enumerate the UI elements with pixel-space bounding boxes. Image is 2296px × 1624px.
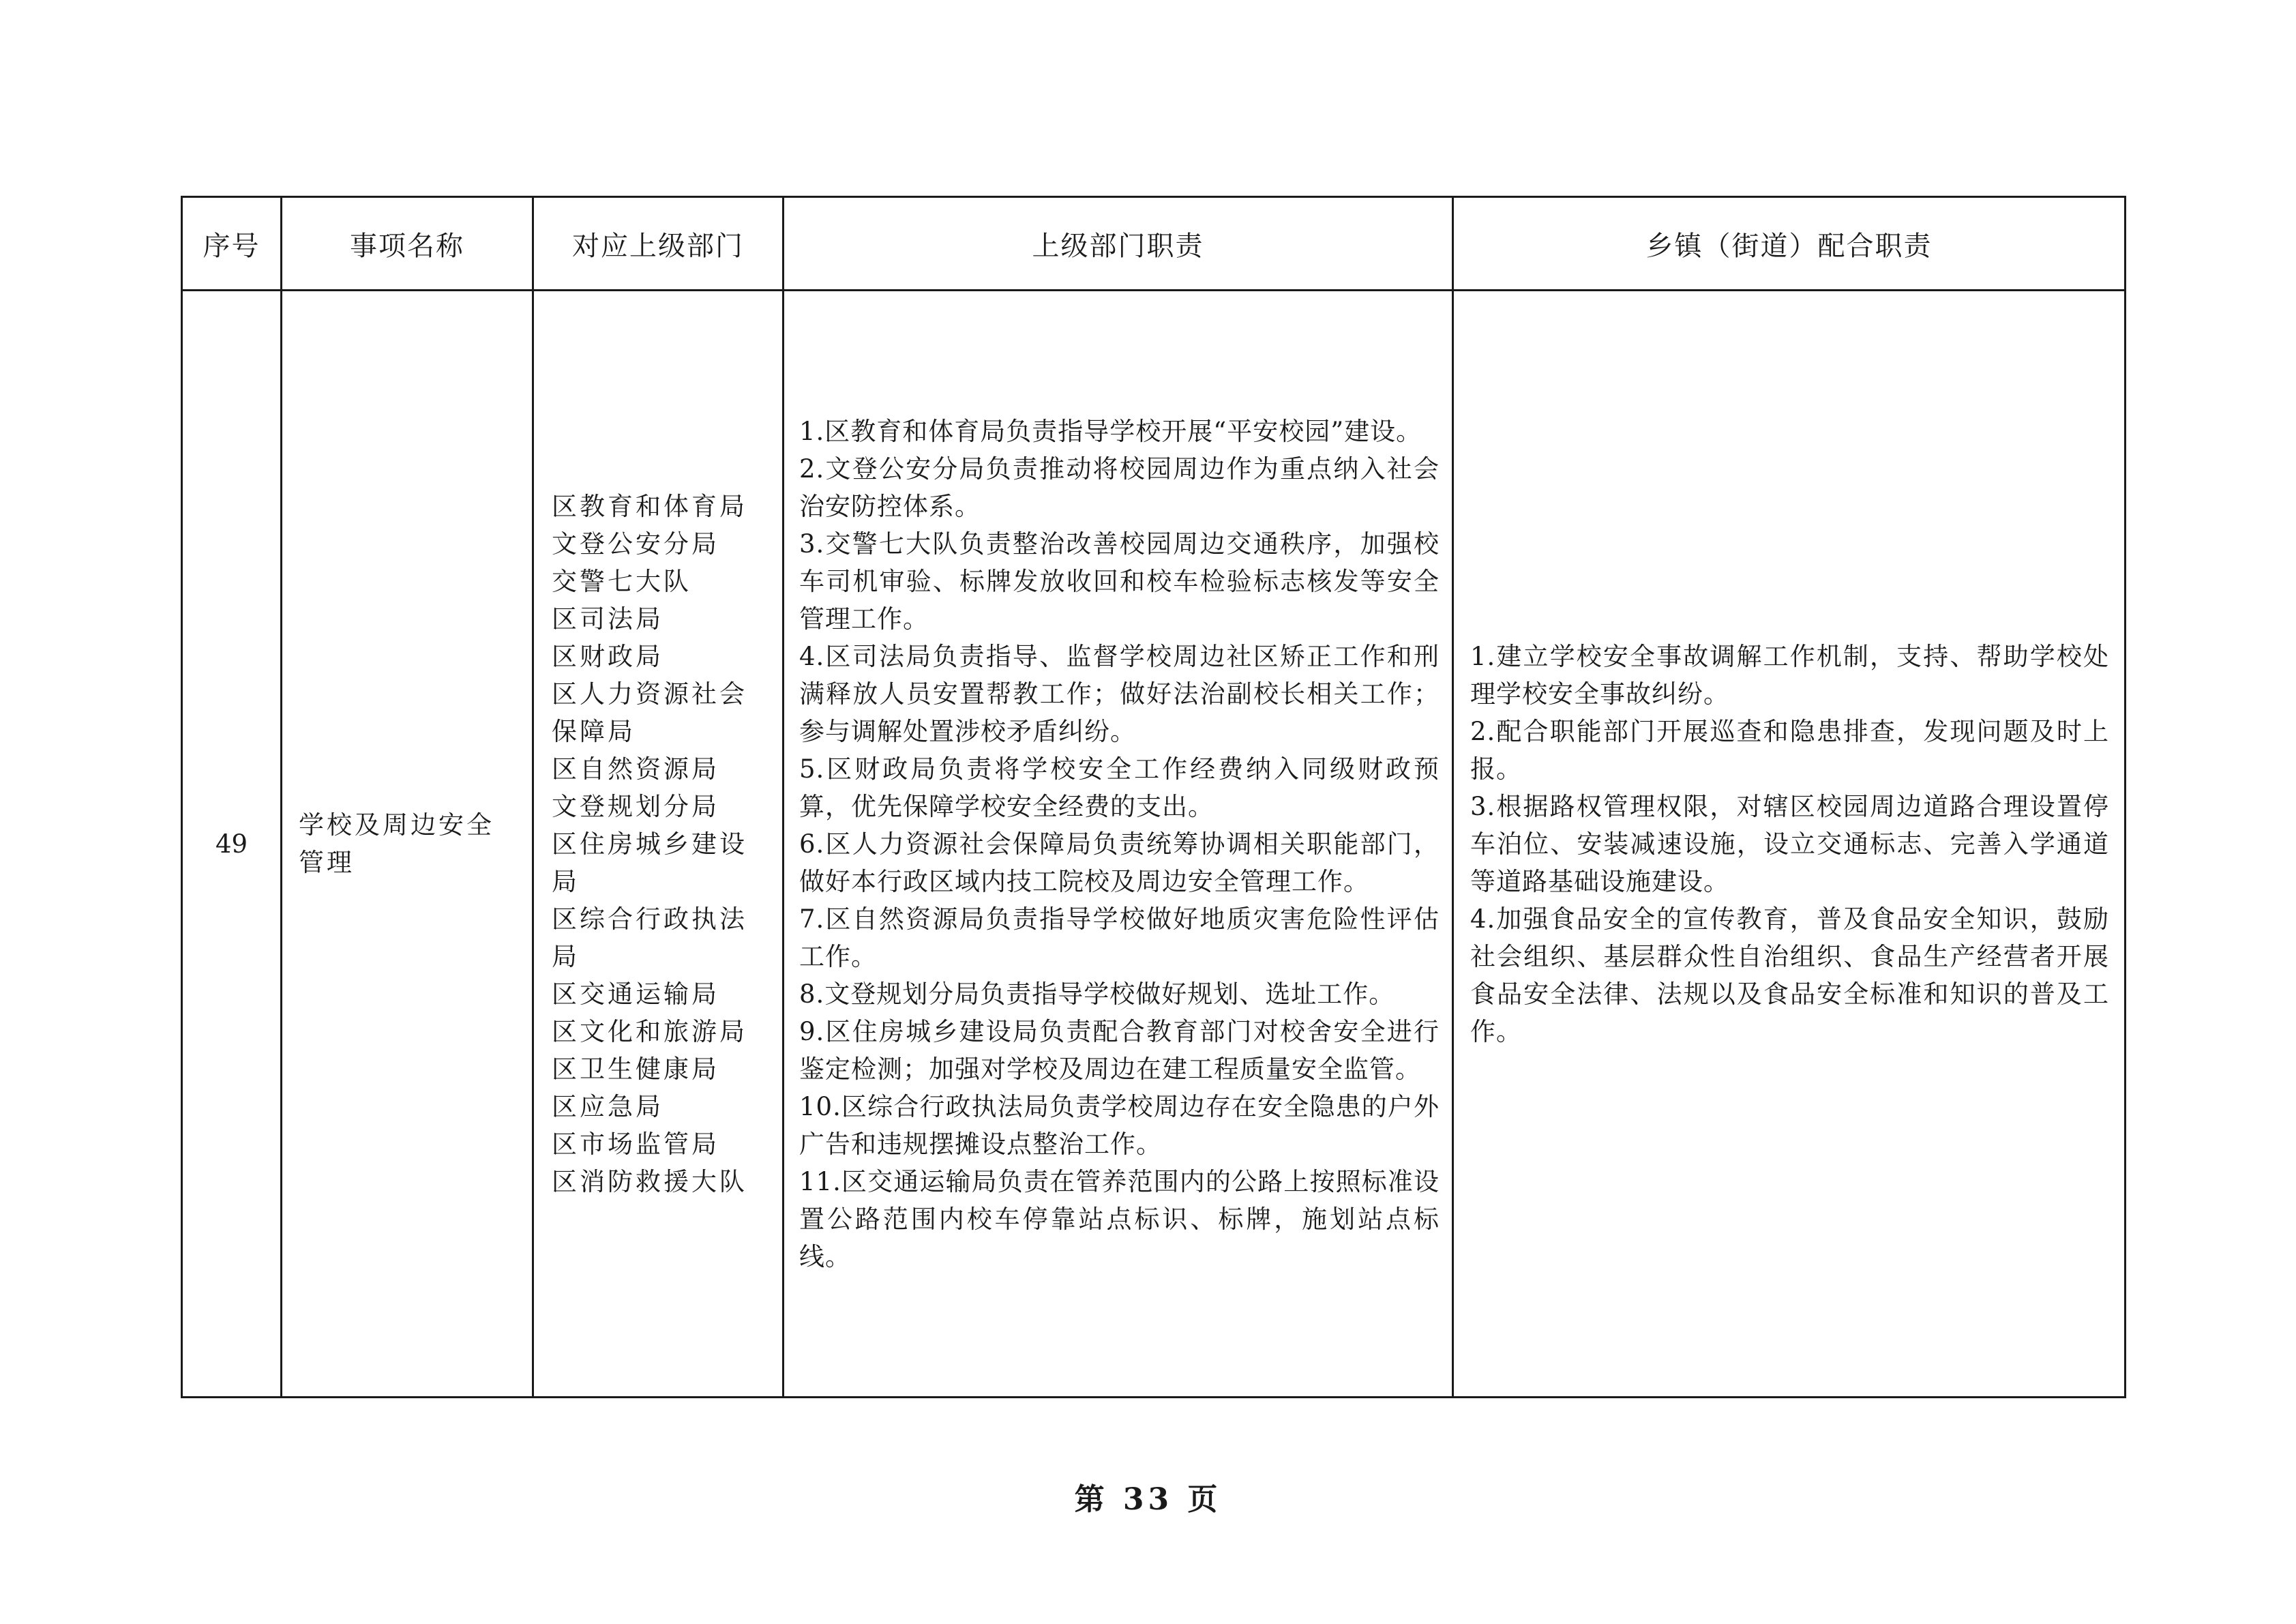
department-item: 区财政局 <box>552 641 664 671</box>
department-item: 区交通运输局 <box>552 979 719 1009</box>
superior-duty-item: 1.区教育和体育局负责指导学校开展“平安校园”建设。 <box>799 416 1422 446</box>
item-name-text: 学校及周边安全管理 <box>299 810 494 877</box>
department-item: 区卫生健康局 <box>552 1054 719 1084</box>
superior-duty-item: 9.区住房城乡建设局负责配合教育部门对校舍安全进行鉴定检测；加强对学校及周边在建工程质量安全监管。 <box>799 1016 1440 1084</box>
department-item: 区司法局 <box>552 604 664 634</box>
superior-duty-item: 10.区综合行政执法局负责学校周边存在安全隐患的户外广告和违规摆摊设点整治工作。 <box>799 1091 1440 1159</box>
page-number: 第 33 页 <box>1074 1482 1222 1517</box>
superior-duty-item: 11.区交通运输局负责在管养范围内的公路上按照标准设置公路范围内校车停靠站点标识、标牌，施划站点标线。 <box>799 1166 1440 1271</box>
department-item: 区自然资源局 <box>552 754 719 784</box>
town-duty-item: 2.配合职能部门开展巡查和隐患排查，发现问题及时上报。 <box>1470 716 2109 784</box>
department-item: 文登公安分局 <box>552 529 719 559</box>
table-row <box>182 291 2126 1398</box>
cell-seq: 49 <box>182 291 282 1398</box>
department-item: 区市场监管局 <box>552 1129 719 1159</box>
department-item: 区住房城乡建设局 <box>552 829 747 896</box>
superior-duty-item: 4.区司法局负责指导、监督学校周边社区矫正工作和刑满释放人员安置帮教工作；做好法治副校长相关工作；参与调解处置涉校矛盾纠纷。 <box>799 641 1440 746</box>
department-item: 区应急局 <box>552 1091 664 1121</box>
town-duty-item: 3.根据路权管理权限，对辖区校园周边道路合理设置停车泊位、安装减速设施，设立交通标志、完善入学通道等道路基础设施建设。 <box>1470 791 2109 896</box>
department-item: 区消防救援大队 <box>552 1166 747 1196</box>
superior-duty-item: 8.文登规划分局负责指导学校做好规划、选址工作。 <box>799 979 1395 1009</box>
duty-table <box>181 196 2126 1398</box>
department-list <box>534 488 782 1200</box>
department-item: 交警七大队 <box>552 566 691 596</box>
superior-duty-item: 7.区自然资源局负责指导学校做好地质灾害危险性评估工作。 <box>799 904 1440 971</box>
header-superior-duties: 上级部门职责 <box>784 197 1453 291</box>
department-item: 区文化和旅游局 <box>552 1016 747 1046</box>
table-header-row <box>182 197 2126 291</box>
town-duty-item: 1.建立学校安全事故调解工作机制，支持、帮助学校处理学校安全事故纠纷。 <box>1470 641 2109 709</box>
header-town-duties: 乡镇（街道）配合职责 <box>1453 197 2126 291</box>
department-item: 区人力资源社会保障局 <box>552 679 747 746</box>
superior-duty-list <box>784 413 1452 1275</box>
header-seq: 序号 <box>182 197 282 291</box>
superior-duty-item: 5.区财政局负责将学校安全工作经费纳入同级财政预算，优先保障学校安全经费的支出。 <box>799 754 1440 821</box>
superior-duty-item: 3.交警七大队负责整治改善校园周边交通秩序，加强校车司机审验、标牌发放收回和校车检验标志核发等安全管理工作。 <box>799 529 1440 634</box>
department-item: 区综合行政执法局 <box>552 904 747 971</box>
header-item-name: 事项名称 <box>282 197 533 291</box>
cell-item-name <box>282 291 533 1398</box>
cell-town-duties <box>1453 291 2126 1398</box>
cell-superior-duties <box>784 291 1453 1398</box>
header-superior-dept: 对应上级部门 <box>533 197 784 291</box>
town-duty-list <box>1454 638 2124 1050</box>
department-item: 文登规划分局 <box>552 791 719 821</box>
superior-duty-item: 6.区人力资源社会保障局负责统筹协调相关职能部门，做好本行政区域内技工院校及周边安全管理工作。 <box>799 829 1440 896</box>
town-duty-item: 4.加强食品安全的宣传教育，普及食品安全知识，鼓励社会组织、基层群众性自治组织、食品生产经营者开展食品安全法律、法规以及食品安全标准和知识的普及工作。 <box>1470 904 2109 1046</box>
department-item: 区教育和体育局 <box>552 491 747 521</box>
superior-duty-item: 2.文登公安分局负责推动将校园周边作为重点纳入社会治安防控体系。 <box>799 454 1440 521</box>
cell-departments <box>533 291 784 1398</box>
